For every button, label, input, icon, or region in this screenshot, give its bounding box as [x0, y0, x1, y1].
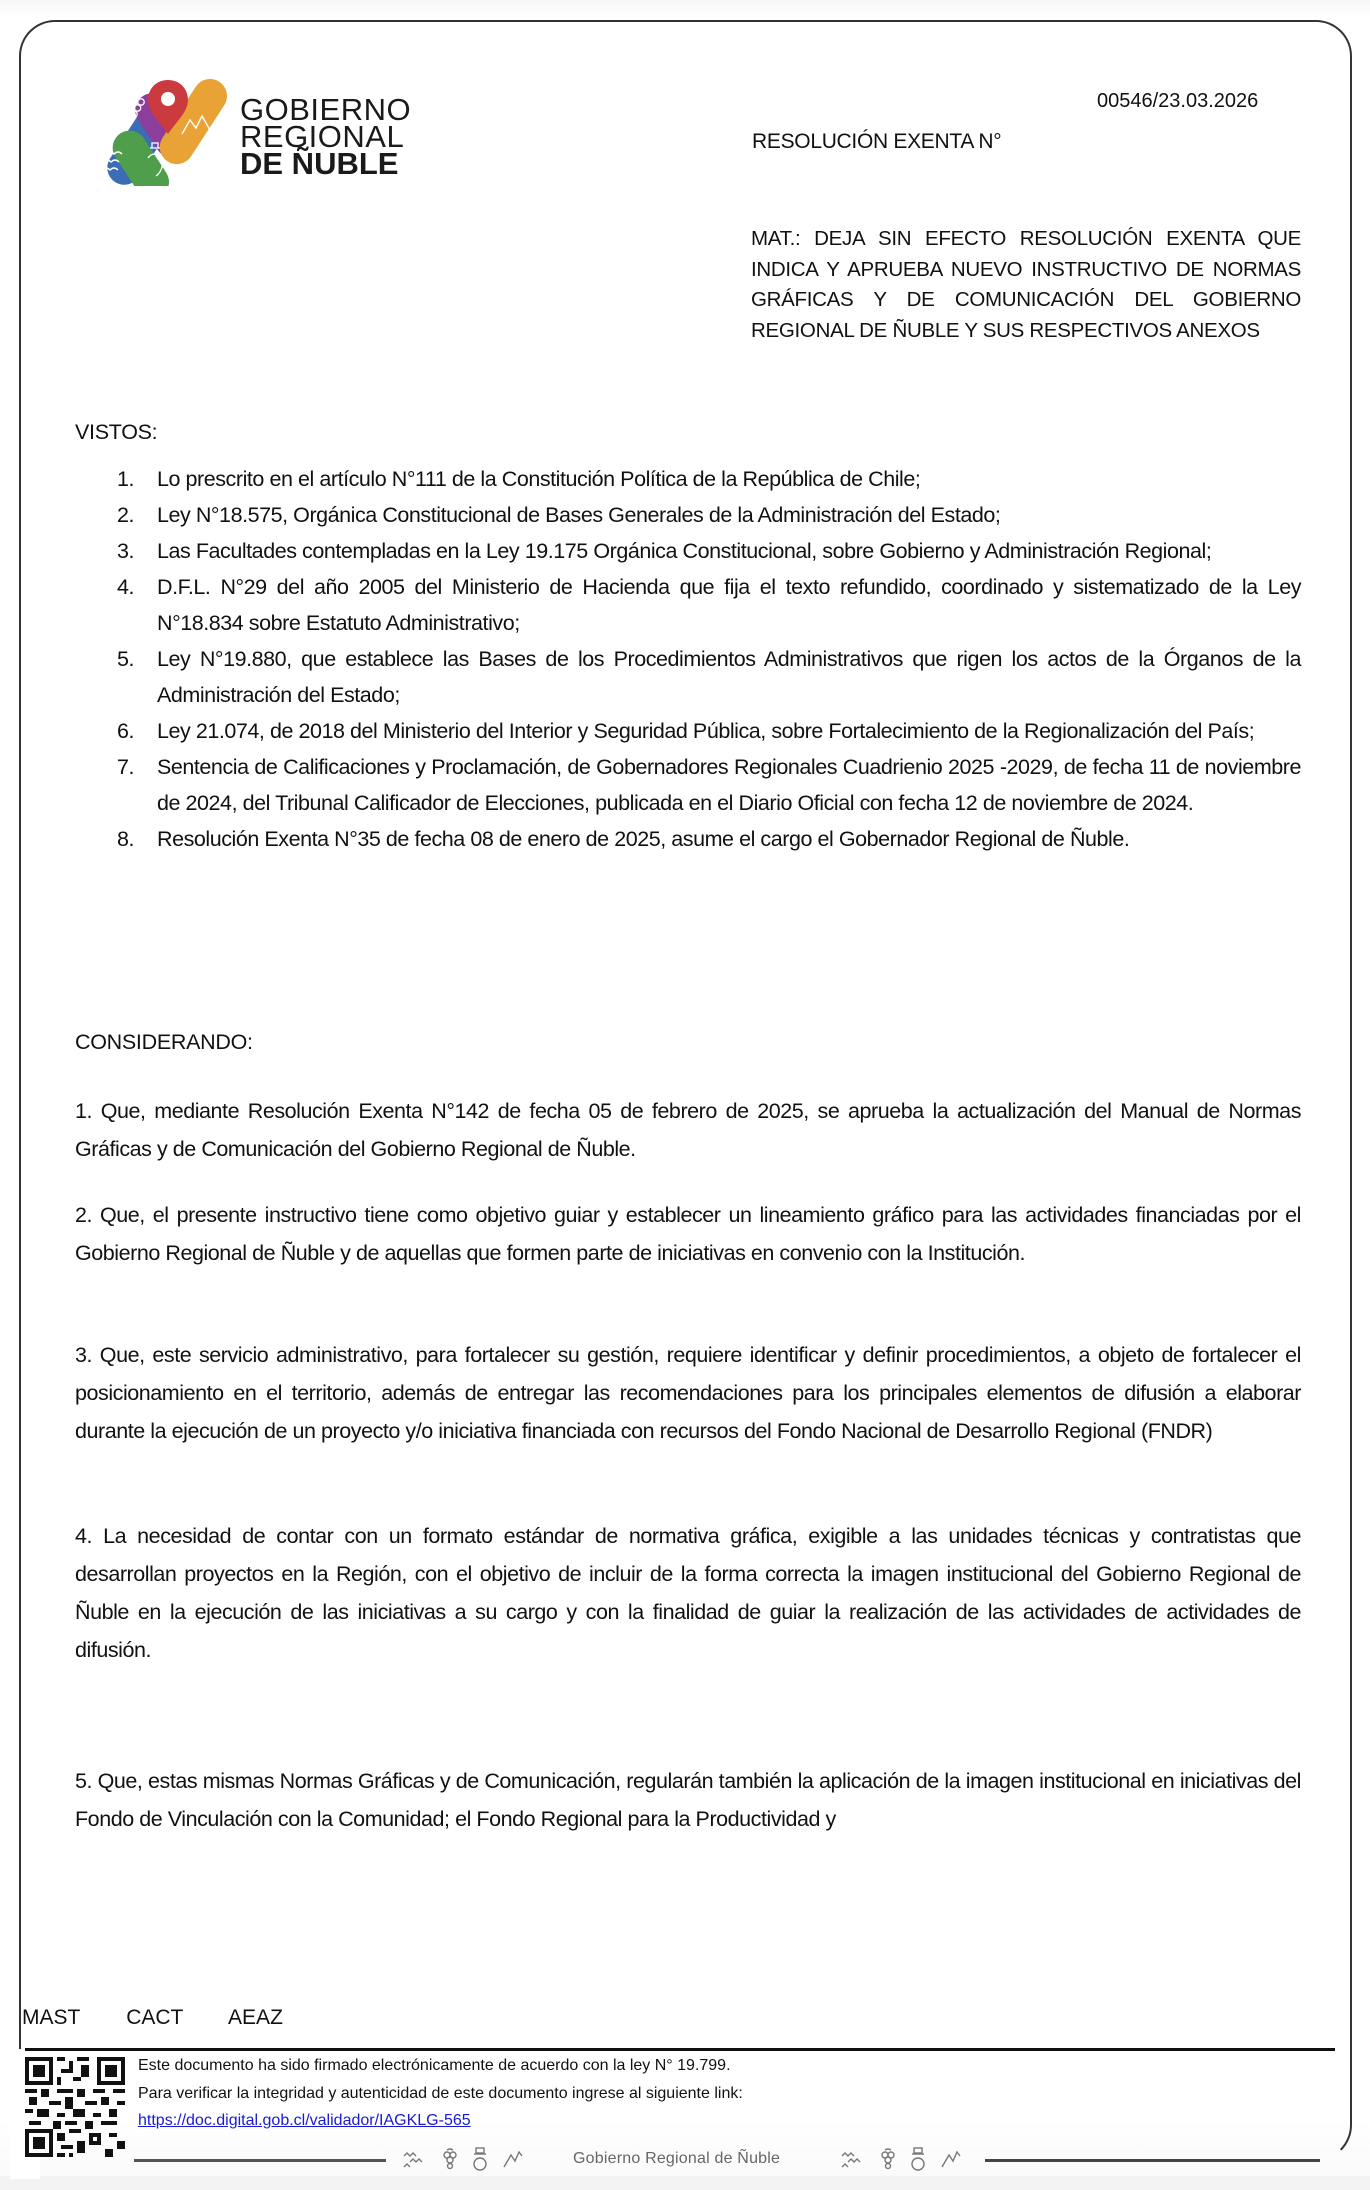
vistos-item [0, 569, 1301, 641]
item-text: Resolución Exenta N°35 de fecha 08 de enero de 2025, asume el cargo el Gobernador Regional de Ñuble. [157, 827, 1130, 851]
farmer-icon [472, 2146, 488, 2172]
initials-2: CACT [126, 2006, 184, 2029]
vistos-list [0, 461, 1370, 857]
resolution-title: RESOLUCIÓN EXENTA N° [752, 130, 1002, 153]
grapes-icon [880, 2147, 896, 2171]
item-text: Ley N°18.575, Orgánica Constitucional de Bases Generales de la Administración del Estado; [157, 503, 1001, 527]
item-number: 1. [117, 467, 135, 491]
bottom-border-left [134, 2159, 386, 2162]
item-text: Las Facultades contempladas en la Ley 19.175 Orgánica Constitucional, sobre Gobierno y Administración Regional; [157, 539, 1212, 563]
item-number: 5. [117, 647, 135, 671]
item-number: 7. [117, 755, 135, 779]
vistos-item [0, 533, 1301, 569]
vistos-item [0, 749, 1301, 821]
logo-line-3: DE ÑUBLE [240, 146, 399, 181]
item-text: Lo prescrito en el artículo N°111 de la Constitución Política de la República de Chile; [157, 467, 921, 491]
considerando-heading: CONSIDERANDO: [75, 1030, 253, 1054]
verification-notice: Para verificar la integridad y autenticidad de este documento ingrese al siguiente link: [138, 2085, 743, 2102]
vistos-item [0, 497, 1301, 533]
footer-icons-left [402, 2145, 524, 2173]
item-text: Ley N°19.880, que establece las Bases de los Procedimientos Administrativos que rigen los actos de la Órganos de la Administración del Estado; [157, 647, 1301, 707]
logo-mark-icon [90, 78, 230, 186]
footer-brand-name: Gobierno Regional de Ñuble [573, 2150, 781, 2167]
mountain-icon [940, 2149, 962, 2169]
initials-3: AEAZ [228, 2006, 283, 2029]
item-number: 2. [117, 503, 135, 527]
considerando-paragraph-1: 1. Que, mediante Resolución Exenta N°142 de fecha 05 de febrero de 2025, se aprueba la actualización del Manual de Normas Gráficas y de Comunicación del Gobierno Regional de Ñuble. [75, 1099, 1301, 1161]
footer-divider [25, 2048, 1335, 2051]
validation-link[interactable]: https://doc.digital.gob.cl/validador/IAGKLG-565 [138, 2112, 471, 2129]
waves-icon [402, 2148, 428, 2170]
logo-line-1: GOBIERNO [240, 92, 412, 127]
vistos-heading: VISTOS: [75, 420, 158, 444]
farmer-icon [910, 2146, 926, 2172]
initials-1: MAST [22, 2006, 81, 2029]
signature-notice: Este documento ha sido firmado electrónicamente de acuerdo con la ley N° 19.799. [138, 2057, 731, 2074]
considerando-paragraph-3: 3. Que, este servicio administrativo, para fortalecer su gestión, requiere identificar y definir procedimientos, a objeto de fortalecer el posicionamiento en el territorio, además de entregar las recomendaciones para los principales elementos de difusión a elaborar durante la ejecución de un proyecto y/o iniciativa financiada con recursos del Fondo Nacional de Desarrollo Regional (FNDR) [75, 1343, 1301, 1443]
item-text: Sentencia de Calificaciones y Proclamación, de Gobernadores Regionales Cuadrienio 2025 -2029, de fecha 11 de noviembre de 2024, del Tribunal Calificador de Elecciones, publicada en el Diario Oficial con fecha 12 de noviembre de 2024. [157, 755, 1301, 815]
vistos-item [0, 641, 1301, 713]
considerando-paragraph-2: 2. Que, el presente instructivo tiene como objetivo guiar y establecer un lineamiento gráfico para las actividades financiadas por el Gobierno Regional de Ñuble y de aquellas que formen parte de iniciativas en convenio con la Institución. [75, 1203, 1301, 1265]
initials-row [22, 2006, 323, 2030]
grapes-icon [442, 2147, 458, 2171]
logo-wordmark [240, 92, 412, 181]
subject-matter: MAT.: DEJA SIN EFECTO RESOLUCIÓN EXENTA QUE INDICA Y APRUEBA NUEVO INSTRUCTIVO DE NORMAS GRÁFICAS Y DE COMUNICACIÓN DEL GOBIERNO REGIONAL DE ÑUBLE Y SUS RESPECTIVOS ANEXOS [751, 227, 1301, 342]
vistos-item [0, 461, 1301, 497]
logo-line-2: REGIONAL [240, 119, 405, 154]
vistos-item [0, 713, 1301, 749]
bottom-border-right [985, 2159, 1320, 2162]
footer-icons-right [840, 2145, 962, 2173]
qr-code-icon[interactable] [25, 2057, 125, 2157]
gobierno-regional-logo [90, 78, 410, 186]
item-number: 4. [117, 575, 135, 599]
waves-icon [840, 2148, 866, 2170]
item-number: 6. [117, 719, 135, 743]
vistos-item [0, 821, 1301, 857]
item-number: 8. [117, 827, 135, 851]
mountain-icon [502, 2149, 524, 2169]
validation-link-wrap [138, 2112, 471, 2130]
document-number: 00546/23.03.2026 [1097, 90, 1259, 112]
considerando-paragraph-4: 4. La necesidad de contar con un formato estándar de normativa gráfica, exigible a las unidades técnicas y contratistas que desarrollan proyectos en la Región, con el objetivo de incluir de la forma correcta la imagen institucional del Gobierno Regional de Ñuble en la ejecución de las iniciativas a su cargo y con la finalidad de guiar la realización de las actividades de actividades de difusión. [75, 1524, 1301, 1662]
item-number: 3. [117, 539, 135, 563]
considerando-paragraph-5: 5. Que, estas mismas Normas Gráficas y de Comunicación, regularán también la aplicación de la imagen institucional en iniciativas del Fondo de Vinculación con la Comunidad; el Fondo Regional para la Productividad y [75, 1769, 1301, 1831]
item-text: Ley 21.074, de 2018 del Ministerio del Interior y Seguridad Pública, sobre Fortalecimiento de la Regionalización del País; [157, 719, 1255, 743]
item-text: D.F.L. N°29 del año 2005 del Ministerio de Hacienda que fija el texto refundido, coordinado y sistematizado de la Ley N°18.834 sobre Estatuto Administrativo; [157, 575, 1301, 635]
